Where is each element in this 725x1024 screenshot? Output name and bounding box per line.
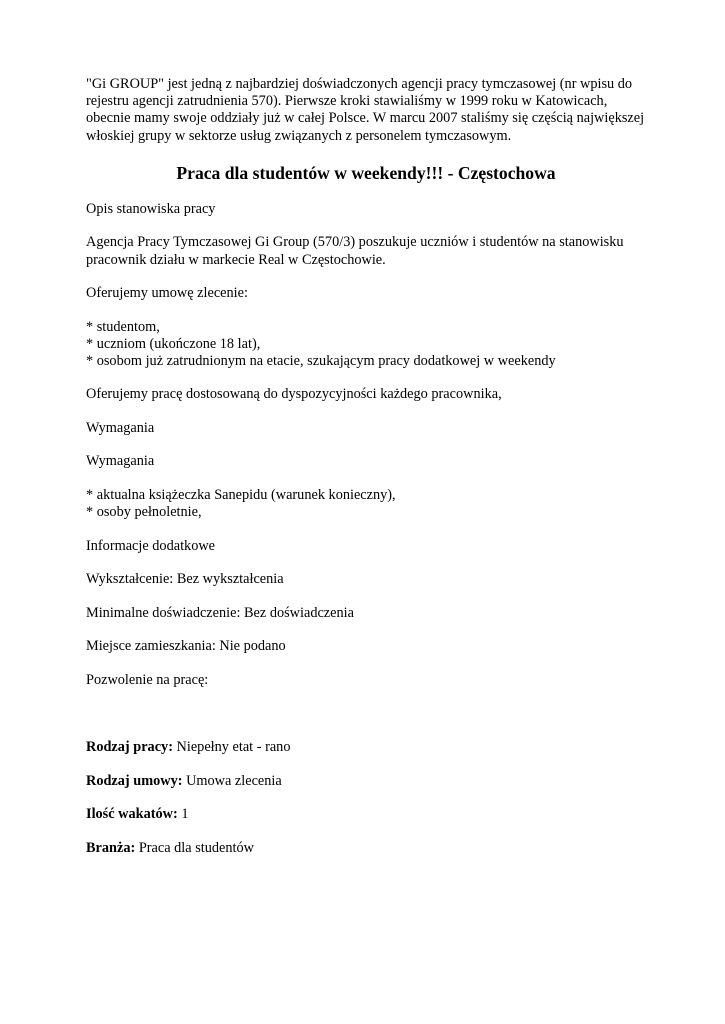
education-line: Wykształcenie: Bez wykształcenia	[86, 571, 284, 588]
work-type-label: Rodzaj pracy:	[86, 738, 173, 755]
list-item: * studentom,	[86, 318, 160, 335]
requirements-heading: Wymagania	[86, 419, 155, 436]
vacancies-value: 1	[177, 806, 189, 823]
job-description-text: Agencja Pracy Tymczasowej Gi Group (570/3) poszukuje uczniów i studentów na stanowisku pracownik działu w markecie Real w Częstochowie.	[86, 234, 624, 268]
offer-note: Oferujemy pracę dostosowaną do dyspozycyjności każdego pracownika,	[86, 386, 502, 403]
requirements-list	[86, 487, 646, 521]
list-item: * osobom już zatrudnionym na etacie, szukającym pracy dodatkowej w weekendy	[86, 352, 556, 369]
contract-type-value: Umowa zlecenia	[182, 772, 282, 789]
page-title: Praca dla studentów w weekendy!!! - Częstochowa	[176, 162, 556, 183]
list-item: * uczniom (ukończone 18 lat),	[86, 335, 261, 352]
job-description-heading: Opis stanowiska pracy	[86, 200, 216, 217]
contract-type-label: Rodzaj umowy:	[86, 772, 183, 789]
offer-list	[86, 319, 646, 371]
vacancies-line	[86, 806, 646, 823]
contract-type-line	[86, 773, 646, 790]
additional-info-heading: Informacje dodatkowe	[86, 537, 216, 554]
experience-line: Minimalne doświadczenie: Bez doświadczenia	[86, 604, 354, 621]
work-type-value: Niepełny etat - rano	[172, 738, 291, 755]
work-type-line	[86, 739, 646, 756]
list-item: * aktualna książeczka Sanepidu (warunek konieczny),	[86, 486, 396, 503]
requirements-heading-repeat: Wymagania	[86, 453, 155, 470]
offer-heading: Oferujemy umowę zlecenie:	[86, 285, 248, 302]
residence-line: Miejsce zamieszkania: Nie podano	[86, 638, 286, 655]
industry-line	[86, 840, 646, 857]
list-item: * osoby pełnoletnie,	[86, 504, 202, 521]
vacancies-label: Ilość wakatów:	[86, 806, 178, 823]
document-page	[86, 76, 646, 874]
intro-paragraph: "Gi GROUP" jest jedną z najbardziej doświadczonych agencji pracy tymczasowej (nr wpisu do rejestru agencji zatrudnienia 570). Pierwsze kroki stawialiśmy w 1999 roku w Katowicach, obecnie mamy swoje oddziały już w całej Polsce. W marcu 2007 staliśmy się częścią największej włoskiej grupy w sektorze usług związanych z personelem tymczasowym.	[86, 76, 645, 144]
industry-label: Branża:	[86, 840, 136, 857]
work-permit-line: Pozwolenie na pracę:	[86, 671, 209, 688]
industry-value: Praca dla studentów	[135, 840, 254, 857]
